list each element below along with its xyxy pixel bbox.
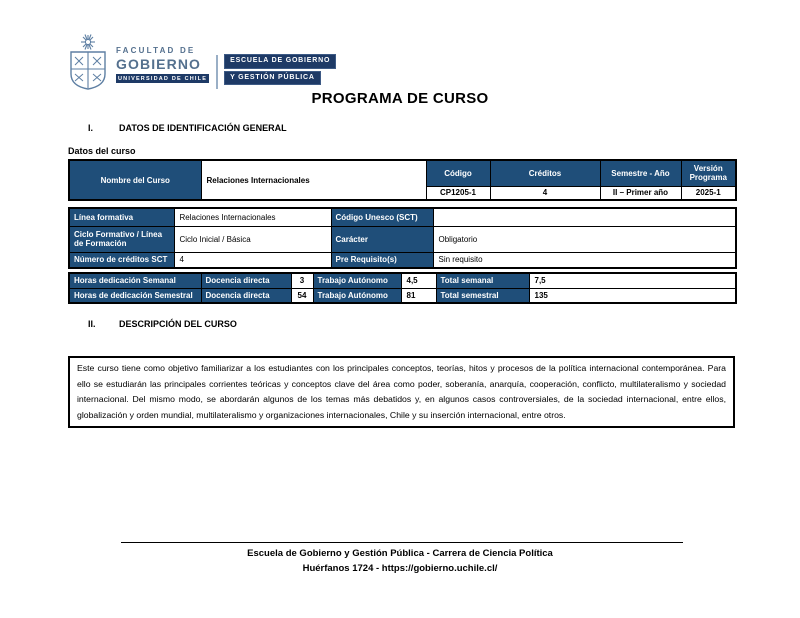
- weekly-autonomous-label-cell: Trabajo Autónomo: [313, 273, 401, 288]
- section-1-title: DATOS DE IDENTIFICACIÓN GENERAL: [119, 123, 287, 133]
- university-bar: UNIVERSIDAD DE CHILE: [118, 75, 208, 82]
- header-logo: [64, 33, 336, 91]
- faculty-line2: GOBIERNO: [116, 56, 202, 72]
- course-description-box: Este curso tiene como objetivo familiarizar a los estudiantes con los principales conceptos, teorías, hitos y procesos de la política internacional contemporánea. Para ello se estudiarán las principales corrientes teóricas y conceptos clave del área como poder, soberanía, anarquía, cooperación, conflicto, multilateralismo y sociedad internacional. Del mismo modo, se abordarán algunos de los temas más debatidos y, en algunos casos controversiales, de la sociedad internacional, entre ellos, globalización y orden mundial, multilateralismo y organizaciones internacionales, Chile y su inserción internacional, entre otros.: [68, 356, 735, 428]
- caracter-label-cell: Carácter: [331, 226, 433, 252]
- ciclo-formativo-label-cell: Ciclo Formativo / Línea de Formación: [69, 226, 174, 252]
- weekly-direct-label-cell: Docencia directa: [201, 273, 291, 288]
- faculty-wordmark: [116, 46, 209, 83]
- semester-header-cell: Semestre - Año: [600, 160, 681, 186]
- weekly-total-value-cell: 7,5: [529, 273, 736, 288]
- version-value-cell: 2025-1: [681, 186, 736, 200]
- course-id-table: [68, 159, 737, 201]
- section-2-heading: [88, 319, 237, 329]
- prerequisitos-value-cell: Sin requisito: [433, 252, 736, 268]
- semester-direct-value-cell: 54: [291, 288, 313, 303]
- creditos-sct-label-cell: Número de créditos SCT: [69, 252, 174, 268]
- semester-hours-label-cell: Horas de dedicación Semestral: [69, 288, 201, 303]
- footer-line2: Huérfanos 1724 - https://gobierno.uchile.cl/: [302, 563, 498, 574]
- footer: [0, 546, 800, 576]
- page-title: PROGRAMA DE CURSO: [311, 90, 489, 107]
- creditos-sct-value-cell: 4: [174, 252, 331, 268]
- credits-header-cell: Créditos: [490, 160, 600, 186]
- section-2-number: II.: [88, 319, 96, 329]
- section-1-heading: [88, 123, 287, 133]
- table-row: [69, 208, 736, 226]
- semester-autonomous-label-cell: Trabajo Autónomo: [313, 288, 401, 303]
- school-badge: [224, 54, 336, 87]
- course-name-value-cell: Relaciones Internacionales: [201, 160, 426, 200]
- semester-total-label-cell: Total semestral: [436, 288, 529, 303]
- linea-formativa-label-cell: Línea formativa: [69, 208, 174, 226]
- table-row: [69, 288, 736, 303]
- table-row: [69, 226, 736, 252]
- hours-table: [68, 272, 737, 304]
- weekly-total-label-cell: Total semanal: [436, 273, 529, 288]
- table-row: [69, 252, 736, 268]
- credits-value-cell: 4: [490, 186, 600, 200]
- semester-value-cell: II – Primer año: [600, 186, 681, 200]
- code-value-cell: CP1205-1: [426, 186, 490, 200]
- university-crest-icon: [64, 33, 112, 91]
- caracter-value-cell: Obligatorio: [433, 226, 736, 252]
- weekly-direct-value-cell: 3: [291, 273, 313, 288]
- semester-total-value-cell: 135: [529, 288, 736, 303]
- linea-formativa-value-cell: Relaciones Internacionales: [174, 208, 331, 226]
- footer-rule: [121, 542, 683, 543]
- section-1-number: I.: [88, 123, 94, 133]
- school-badge-line1: ESCUELA DE GOBIERNO: [224, 54, 336, 69]
- version-header-cell: Versión Programa: [681, 160, 736, 186]
- footer-line1: Escuela de Gobierno y Gestión Pública - Carrera de Ciencia Política: [247, 548, 553, 559]
- faculty-line1: FACULTAD DE: [116, 46, 196, 55]
- course-data-label: Datos del curso: [68, 146, 136, 156]
- course-name-label-cell: Nombre del Curso: [69, 160, 201, 200]
- prerequisitos-label-cell: Pre Requisito(s): [331, 252, 433, 268]
- section-2-title: DESCRIPCIÓN DEL CURSO: [119, 319, 237, 329]
- weekly-hours-label-cell: Horas dedicación Semanal: [69, 273, 201, 288]
- codigo-unesco-label-cell: Código Unesco (SCT): [331, 208, 433, 226]
- logo-divider: [216, 55, 218, 89]
- codigo-unesco-value-cell: [433, 208, 736, 226]
- semester-direct-label-cell: Docencia directa: [201, 288, 291, 303]
- semester-autonomous-value-cell: 81: [401, 288, 436, 303]
- code-header-cell: Código: [426, 160, 490, 186]
- school-badge-line2: Y GESTIÓN PÚBLICA: [224, 71, 321, 86]
- ciclo-formativo-value-cell: Ciclo Inicial / Básica: [174, 226, 331, 252]
- weekly-autonomous-value-cell: 4,5: [401, 273, 436, 288]
- course-details-table: [68, 207, 737, 269]
- table-row: [69, 273, 736, 288]
